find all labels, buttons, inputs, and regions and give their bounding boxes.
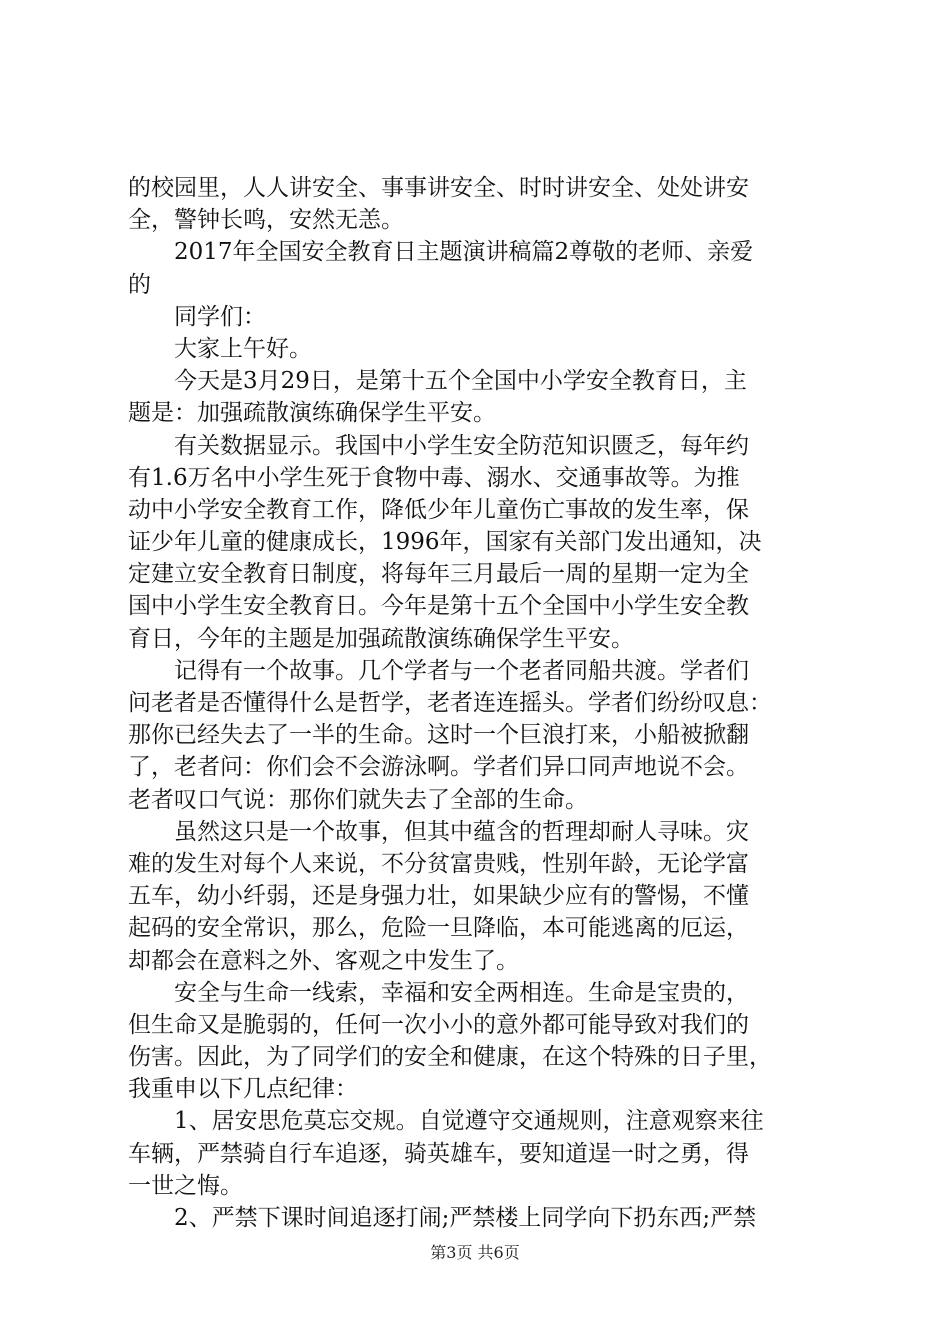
text-line: 大家上午好。	[128, 335, 312, 362]
text-line: 动中小学安全教育工作，降低少年儿童伤亡事故的发生率，保	[128, 496, 749, 523]
text-line: 车辆，严禁骑自行车追逐，骑英雄车，要知道逞一时之勇，得	[128, 1140, 749, 1167]
text-line: 的校园里，人人讲安全、事事讲安全、时时讲安全、处处讲安	[128, 175, 749, 201]
text-line: 五车，幼小纤弱，还是身强力壮，如果缺少应有的警惕，不懂	[128, 883, 749, 910]
text-line: 问老者是否懂得什么是哲学，老者连连摇头。学者们纷纷叹息：	[128, 690, 772, 716]
text-line: 同学们：	[128, 303, 266, 330]
text-line: 定建立安全教育日制度，将每年三月最后一周的星期一定为全	[128, 561, 749, 588]
text-line: 记得有一个故事。几个学者与一个老者同船共渡。学者们	[128, 657, 749, 684]
text-line: 安全与生命一线索，幸福和安全两相连。生命是宝贵的，	[128, 979, 749, 1006]
text-line: 2、严禁下课时间追逐打闹;严禁楼上同学向下扔东西;严禁	[128, 1205, 757, 1231]
text-line: 2017年全国安全教育日主题演讲稿篇2尊敬的老师、亲爱	[128, 239, 754, 266]
text-line: 伤害。因此，为了同学们的安全和健康，在这个特殊的日子里，	[128, 1044, 772, 1071]
text-line: 我重申以下几点纪律：	[128, 1076, 358, 1103]
text-line: 有关数据显示。我国中小学生安全防范知识匮乏，每年约	[128, 432, 749, 459]
text-line: 一世之悔。	[128, 1172, 243, 1199]
page-number-footer: 第3页 共6页	[430, 1243, 520, 1262]
text-line: 证少年儿童的健康成长，1996年，国家有关部门发出通知，决	[128, 529, 762, 556]
text-line: 的	[128, 271, 151, 298]
text-line: 虽然这只是一个故事，但其中蕴含的哲理却耐人寻味。灾	[128, 818, 749, 845]
text-line: 国中小学生安全教育日。今年是第十五个全国中小学生安全教	[128, 593, 749, 620]
text-line: 老者叹口气说：那你们就失去了全部的生命。	[128, 786, 588, 813]
document-body	[128, 172, 832, 1234]
text-line: 育日，今年的主题是加强疏散演练确保学生平安。	[128, 625, 634, 652]
text-line: 难的发生对每个人来说，不分贫富贵贱，性别年龄，无论学富	[128, 850, 749, 877]
text-line: 了，老者问：你们会不会游泳啊。学者们异口同声地说不会。	[128, 754, 749, 781]
text-line: 1、居安思危莫忘交规。自觉遵守交通规则，注意观察来往	[128, 1108, 764, 1135]
text-line: 起码的安全常识，那么，危险一旦降临，本可能逃离的厄运，	[128, 915, 749, 942]
text-line: 那你已经失去了一半的生命。这时一个巨浪打来，小船被掀翻	[128, 722, 749, 749]
text-line: 全，警钟长鸣，安然无恙。	[128, 207, 404, 234]
text-line: 今天是3月29日，是第十五个全国中小学安全教育日，主	[128, 368, 747, 395]
text-line: 却都会在意料之外、客观之中发生了。	[128, 947, 519, 974]
text-line: 题是：加强疏散演练确保学生平安。	[128, 400, 496, 427]
text-line: 但生命又是脆弱的，任何一次小小的意外都可能导致对我们的	[128, 1011, 749, 1038]
text-line: 有1.6万名中小学生死于食物中毒、溺水、交通事故等。为推	[128, 464, 740, 491]
